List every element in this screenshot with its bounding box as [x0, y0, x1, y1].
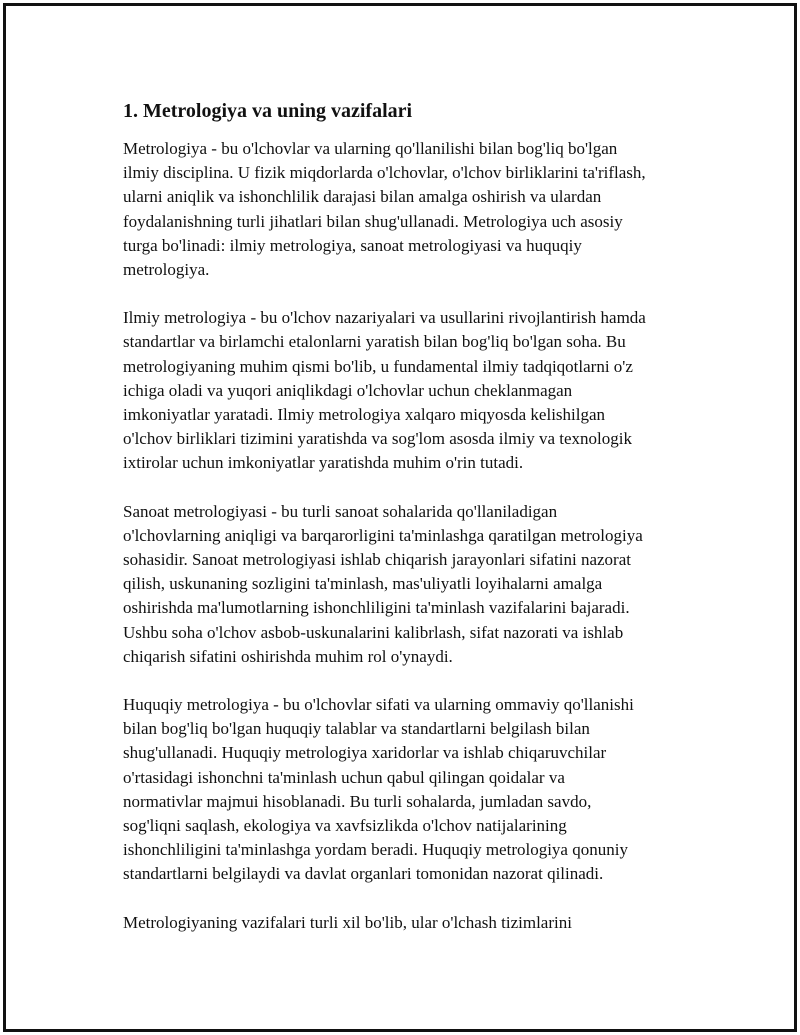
- text-line: ichiga oladi va yuqori aniqlikdagi o'lchovlar uchun cheklanmagan: [123, 380, 573, 400]
- text-line: Metrologiyaning vazifalari turli xil bo'lib, ular o'lchash tizimlarini: [123, 912, 572, 932]
- text-line: metrologiyaning muhim qismi bo'lib, u fundamental ilmiy tadqiqotlarni o'z: [123, 356, 633, 376]
- text-line: sohasidir. Sanoat metrologiyasi ishlab chiqarish jarayonlari sifatini nazorat: [123, 550, 631, 570]
- text-line: metrologiya.: [123, 260, 210, 280]
- text-line: imkoniyatlar yaratadi. Ilmiy metrologiya xalqaro miqyosda kelishilgan: [123, 405, 606, 425]
- text-line: chiqarish sifatini oshirishda muhim rol o'ynaydi.: [123, 646, 453, 666]
- text-line: oshirishda ma'lumotlarning ishonchliligini ta'minlash vazifalarini bajaradi.: [123, 598, 630, 618]
- text-line: o'lchov birliklari tizimini yaratishda va sog'lom asosda ilmiy va texnologik: [123, 429, 632, 449]
- paragraph-sanoat-metrologiyasi: [123, 500, 711, 669]
- text-line: foydalanishning turli jihatlari bilan shug'ullanadi. Metrologiya uch asosiy: [123, 211, 623, 231]
- text-line: Metrologiya - bu o'lchovlar va ularning qo'llanilishi bilan bog'liq bo'lgan: [123, 139, 618, 158]
- paragraph-ilmiy-metrologiya: [123, 306, 711, 475]
- text-line: ishonchliligini ta'minlashga yordam beradi. Huquqiy metrologiya qonuniy: [123, 840, 628, 860]
- text-line: shug'ullanadi. Huquqiy metrologiya xaridorlar va ishlab chiqaruvchilar: [123, 743, 607, 763]
- text-line: standartlarni belgilaydi va davlat organlari tomonidan nazorat qilinadi.: [123, 864, 604, 884]
- paragraph-huquqiy-metrologiya: [123, 693, 711, 887]
- document-body: [121, 98, 711, 959]
- text-line: o'lchovlarning aniqligi va barqarorligini ta'minlashga qaratilgan metrologiya: [123, 525, 643, 545]
- section-heading: 1. Metrologiya va uning vazifalari: [123, 100, 413, 122]
- text-line: o'rtasidagi ishonchni ta'minlash uchun qabul qilingan qoidalar va: [123, 767, 565, 787]
- text-line: Ushbu soha o'lchov asbob-uskunalarini kalibrlash, sifat nazorati va ishlab: [123, 622, 624, 642]
- page-frame: [3, 3, 797, 1032]
- text-line: turga bo'linadi: ilmiy metrologiya, sanoat metrologiyasi va huquqiy: [123, 235, 582, 255]
- text-line: bilan bog'liq bo'lgan huquqiy talablar va standartlarni belgilash bilan: [123, 719, 590, 739]
- text-line: sog'liqni saqlash, ekologiya va xavfsizlikda o'lchov natijalarining: [123, 816, 567, 836]
- text-line: ularni aniqlik va ishonchlilik darajasi bilan amalga oshirish va ulardan: [123, 187, 602, 207]
- text-line: Huquqiy metrologiya - bu o'lchovlar sifati va ularning ommaviy qo'llanishi: [123, 695, 634, 715]
- paragraph-metrologiya: [123, 137, 711, 282]
- text-line: ilmiy disciplina. U fizik miqdorlarda o'lchovlar, o'lchov birliklarini ta'riflash,: [123, 163, 646, 183]
- text-line: standartlar va birlamchi etalonlarni yaratish bilan bog'liq bo'lgan soha. Bu: [123, 332, 626, 352]
- text-line: qilish, uskunaning sozligini ta'minlash, mas'uliyatli loyihalarni amalga: [123, 574, 603, 594]
- paragraph-vazifalari: [123, 911, 711, 935]
- text-line: Sanoat metrologiyasi - bu turli sanoat sohalarida qo'llaniladigan: [123, 501, 558, 521]
- text-line: normativlar majmui hisoblanadi. Bu turli sohalarda, jumladan savdo,: [123, 791, 592, 811]
- text-line: ixtirolar uchun imkoniyatlar yaratishda muhim o'rin tutadi.: [123, 453, 524, 473]
- text-line: Ilmiy metrologiya - bu o'lchov nazariyalari va usullarini rivojlantirish hamda: [123, 308, 646, 328]
